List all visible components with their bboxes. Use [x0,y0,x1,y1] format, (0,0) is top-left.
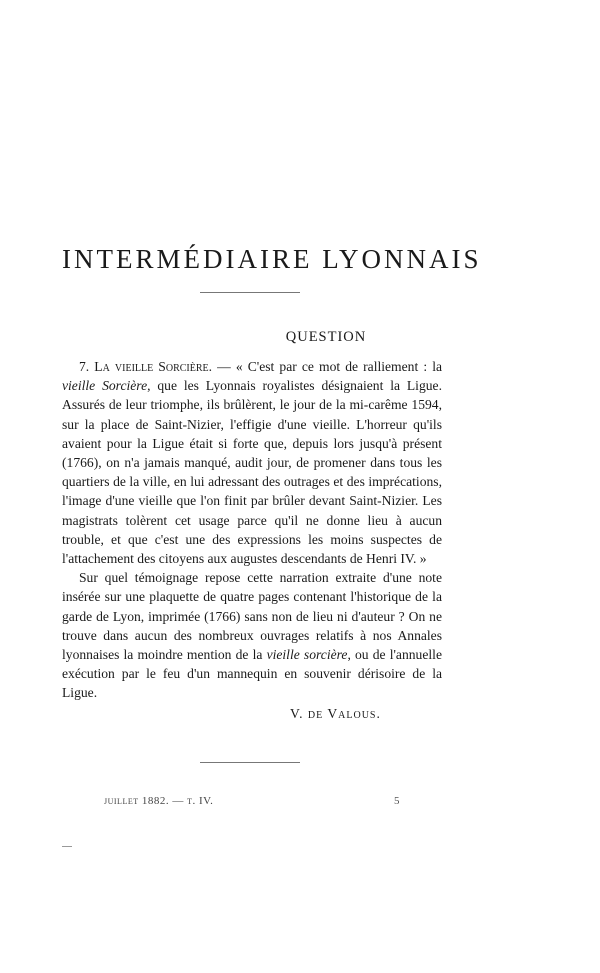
margin-mark [62,846,72,847]
section-heading [0,329,600,346]
author-signature: V. de Valous. [290,706,381,721]
entry-italic-term-2: vieille sorcière [266,647,348,663]
entry-italic-term: vieille Sorcière [62,378,148,394]
entry-paragraph-2 [62,568,442,702]
entry-question: Sur quel témoignage repose cette narration extraite d'une note insérée sur une plaquette de quatre pages contenant l'historique de la garde de Lyon, imprimée (1766) sans non de lieu ni d'auteur ? On ne trouve dans aucun des nombreux ouvrages relatifs à nos Annales lyonnaises la moindre mention de la [62,570,442,663]
ornamental-rule [200,292,300,293]
entry-number: 7. [79,359,90,374]
question-entry [62,357,442,703]
entry-text: « C'est par ce mot de ralliement : la [235,359,442,374]
ornamental-rule-bottom [200,762,300,763]
entry-paragraph-1 [62,357,442,568]
footer-issue-info: juillet 1882. — t. IV. [104,795,214,807]
entry-question-continued: , ou de l'annuelle exécution par le feu d'un mannequin en souvenir dérisoire de la Ligue. [62,647,442,701]
entry-dash: — [212,359,236,374]
page-number: 5 [394,795,400,807]
entry-heading: La vieille Sorcière. [94,359,213,374]
entry-text-continued: , que les Lyonnais royalistes désignaient la Ligue. Assurés de leur triomphe, ils brûlèrent, le jour de la mi-carême 1594, sur la place de Saint-Nizier, l'effigie d'une vieille. L'horreur qu'ils avaient pour la Ligue était si forte que, depuis lors jusqu'à présent (1766), on n'a jamais manqué, audit jour, de promener dans tous les quartiers de la ville, en lui adressant des outrages et des imprécations, l'image d'une vieille que l'on finit par brûler devant Saint-Nizier. Les magistrats tolèrent cet usage parce qu'il ne donne lieu à aucun trouble, et que c'est une des expressions les moins suspectes de l'attachement des citoyens aux augustes descendants de Henri IV. » [62,378,442,567]
section-heading-text: QUESTION [285,329,367,345]
page-title: INTERMÉDIAIRE LYONNAIS [62,244,482,274]
